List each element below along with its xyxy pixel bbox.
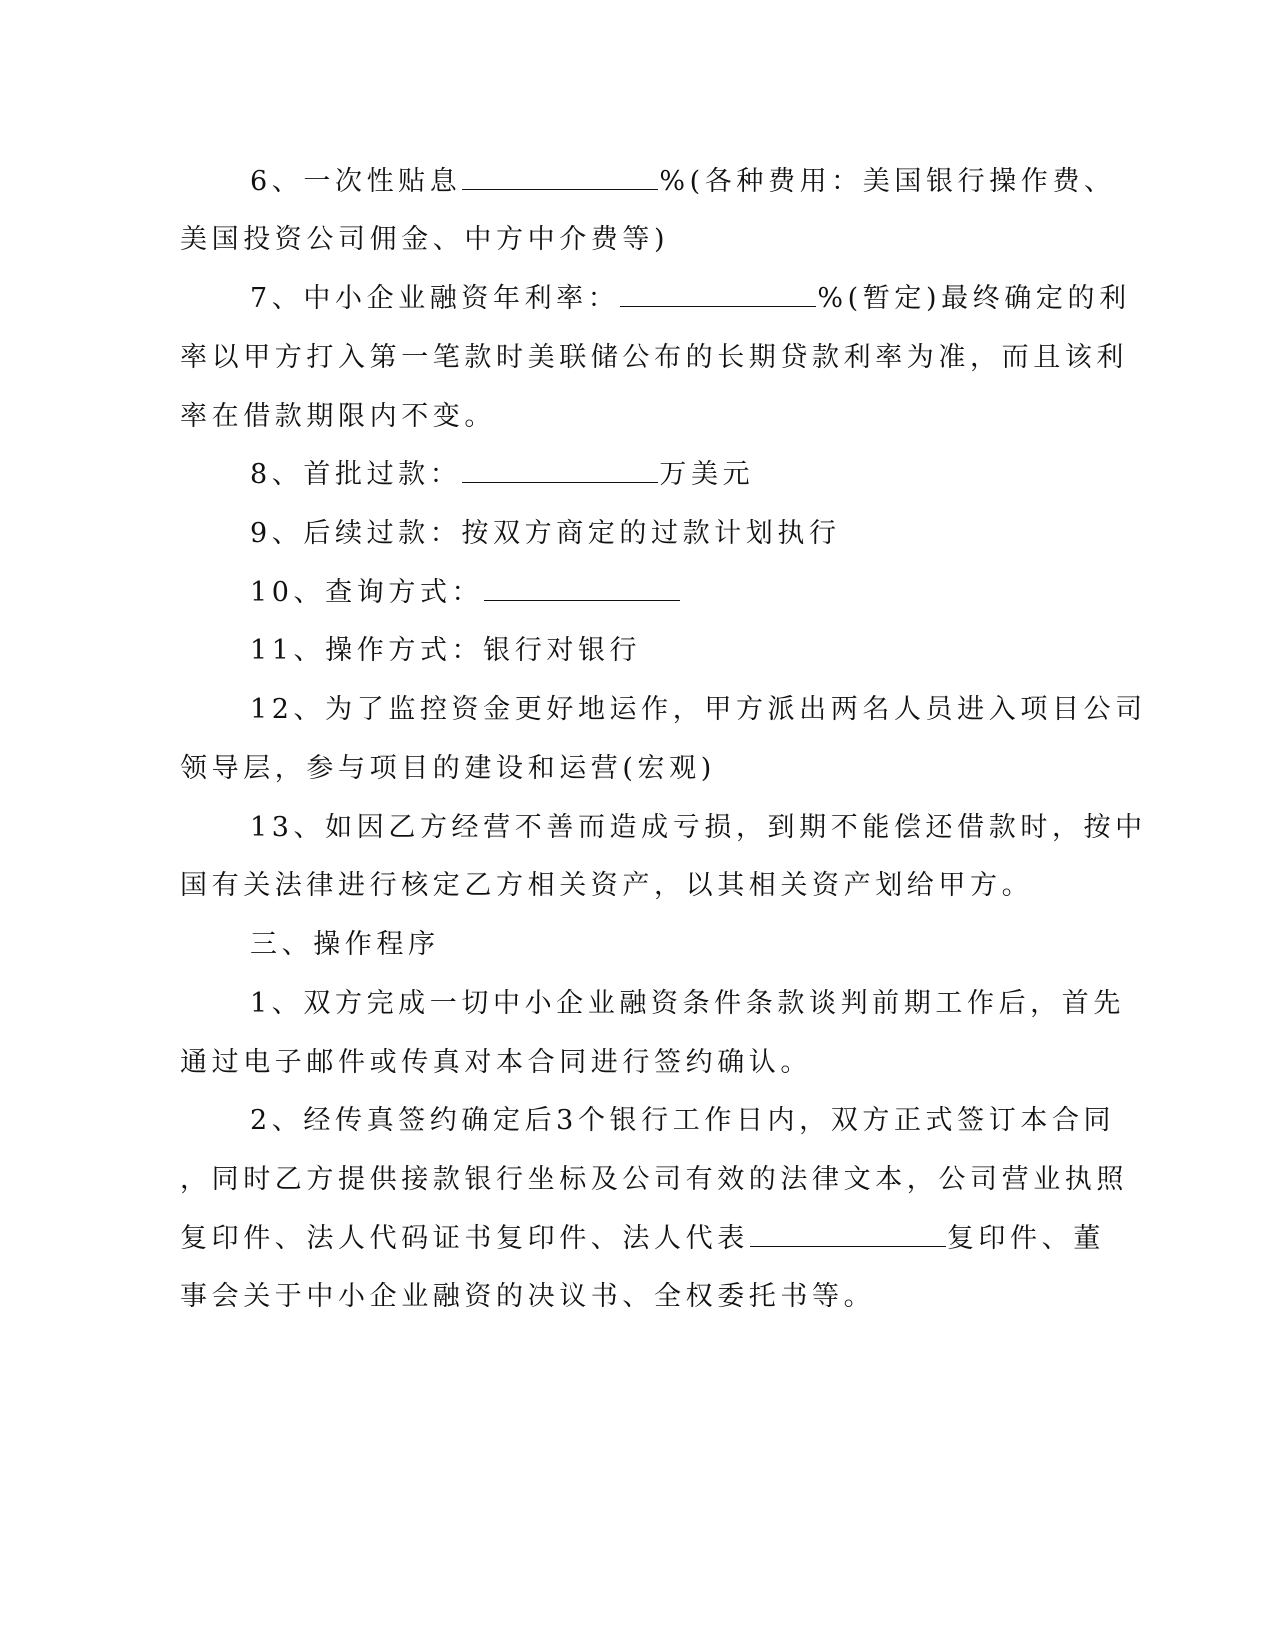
clause-8-text: 8、首批过款： bbox=[250, 459, 462, 490]
legal-rep-blank[interactable] bbox=[750, 1224, 946, 1247]
clause-8-line bbox=[250, 455, 1110, 495]
clause-10-line bbox=[250, 573, 1110, 613]
clause-13-line-2: 国有关法律进行核定乙方相关资产，以其相关资产划给甲方。 bbox=[180, 870, 1034, 901]
clause-9-line: 9、后续过款：按双方商定的过款计划执行 bbox=[250, 518, 841, 549]
section-heading: 三、操作程序 bbox=[250, 929, 440, 960]
clause-12-line-2: 领导层，参与项目的建设和运营(宏观) bbox=[180, 753, 716, 784]
clause-10-text: 10、查询方式： bbox=[250, 577, 484, 608]
procedure-2-line-3 bbox=[180, 1219, 1105, 1259]
query-method-blank[interactable] bbox=[484, 578, 680, 601]
clause-12-line: 12、为了监控资金更好地运作，甲方派出两名人员进入项目公司 bbox=[250, 694, 1147, 725]
clause-6-text: 6、一次性贴息 bbox=[250, 166, 462, 197]
clause-6-line bbox=[250, 162, 1116, 202]
procedure-2-line: 2、经传真签约确定后3个银行工作日内，双方正式签订本合同 bbox=[250, 1105, 1116, 1136]
procedure-2-line-2: ，同时乙方提供接款银行坐标及公司有效的法律文本，公司营业执照 bbox=[180, 1164, 1128, 1195]
clause-7-line-3: 率在借款期限内不变。 bbox=[180, 401, 496, 432]
clause-6-line-2: 美国投资公司佣金、中方中介费等) bbox=[180, 224, 670, 255]
procedure-1-line-2: 通过电子邮件或传真对本合同进行签约确认。 bbox=[180, 1047, 812, 1078]
procedure-2-line-4: 事会关于中小企业融资的决议书、全权委托书等。 bbox=[180, 1281, 876, 1312]
procedure-2-text: 复印件、法人代码证书复印件、法人代表 bbox=[180, 1223, 749, 1254]
clause-7-text-cont: %(暂定)最终确定的利 bbox=[817, 283, 1131, 314]
clause-13-line: 13、如因乙方经营不善而造成亏损，到期不能偿还借款时，按中 bbox=[250, 812, 1147, 843]
annual-rate-blank[interactable] bbox=[620, 284, 816, 307]
procedure-1-line: 1、双方完成一切中小企业融资条件条款谈判前期工作后，首先 bbox=[250, 988, 1125, 1019]
procedure-2-text-cont: 复印件、董 bbox=[946, 1223, 1105, 1254]
clause-11-line: 11、操作方式：银行对银行 bbox=[250, 635, 642, 666]
clause-7-text: 7、中小企业融资年利率： bbox=[250, 283, 620, 314]
clause-7-line bbox=[250, 279, 1131, 319]
clause-8-text-cont: 万美元 bbox=[659, 459, 755, 490]
first-payment-blank[interactable] bbox=[462, 460, 658, 483]
clause-7-line-2: 率以甲方打入第一笔款时美联储公布的长期贷款利率为准，而且该利 bbox=[180, 342, 1128, 373]
discount-rate-blank[interactable] bbox=[462, 167, 658, 190]
clause-6-text-cont: %(各种费用：美国银行操作费、 bbox=[659, 166, 1116, 197]
